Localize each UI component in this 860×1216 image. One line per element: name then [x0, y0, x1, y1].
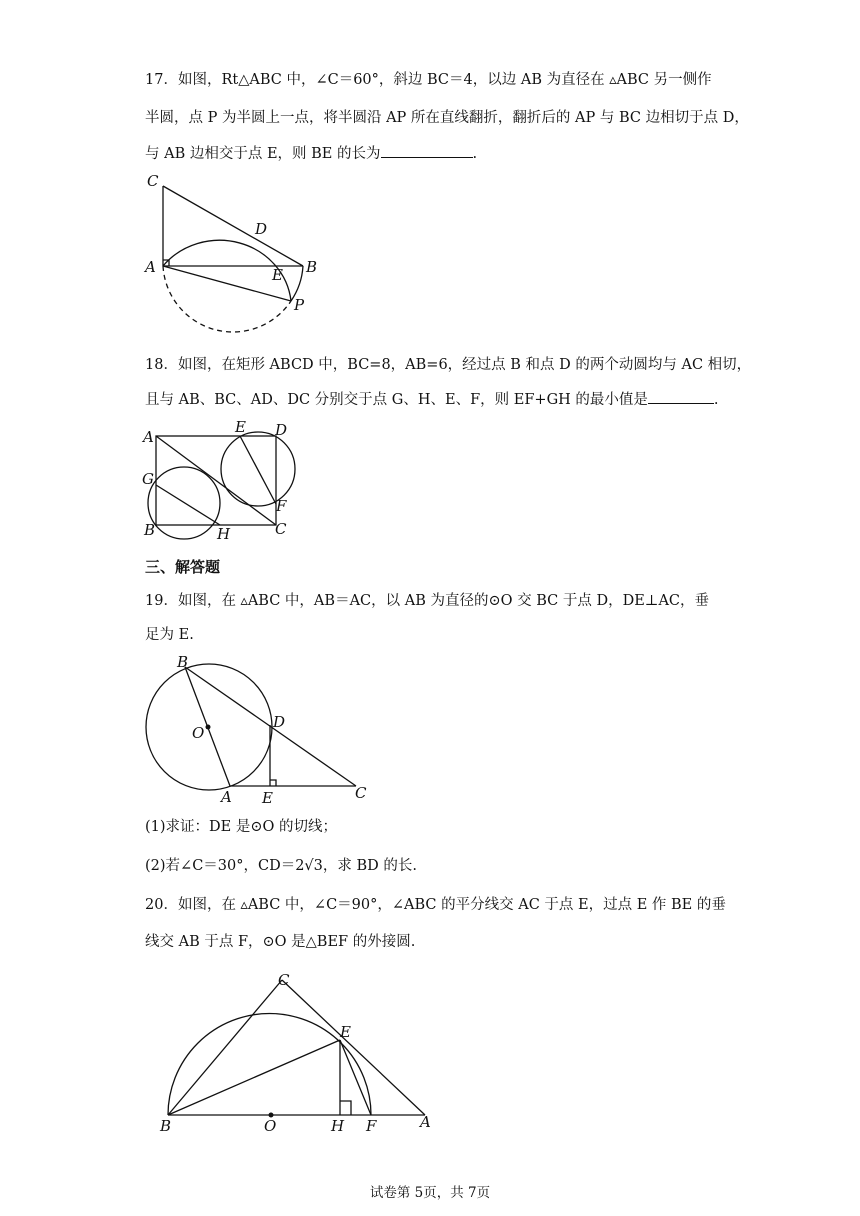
q17-text-line-3-end: . [472, 146, 478, 162]
q19-label-e: E [262, 789, 273, 807]
q20-label-a: A [420, 1113, 431, 1131]
q17-label-a: A [145, 258, 156, 276]
q18-text-line-2-end: . [713, 392, 719, 408]
q18-figure [140, 418, 310, 540]
q18-text-line-2 [145, 389, 719, 410]
q19-label-c: C [355, 784, 367, 802]
q17-label-d: D [255, 220, 268, 238]
q19-label-d: D [273, 713, 286, 731]
q20-segment-ca [282, 980, 425, 1115]
q17-text-line-1: 17．如图，Rt△ABC 中，∠C＝60°，斜边 BC＝4，以边 AB 为直径在 ▵ABC 另一侧作 [145, 72, 712, 88]
q17-answer-blank [381, 143, 473, 158]
q17-text-line-2: 半圆，点 P 为半圆上一点，将半圆沿 AP 所在直线翻折，翻折后的 AP 与 BC 边相切于点 D， [145, 110, 749, 126]
page-footer: 试卷第 5页，共 7页 [369, 1185, 491, 1201]
q20-text-line-2: 线交 AB 于点 F，⊙O 是△BEF 的外接圆. [145, 934, 416, 950]
q20-text-line-1: 20．如图，在 ▵ABC 中，∠C＝90°，∠ABC 的平分线交 AC 于点 E，过点 E 作 BE 的垂 [145, 897, 726, 913]
q17-label-b: B [306, 258, 318, 276]
q20-label-h: H [331, 1117, 345, 1135]
q17-text-line-3 [145, 143, 477, 164]
q17-figure [140, 170, 340, 342]
q20-label-c: C [278, 971, 290, 989]
q19-part-2: (2)若∠C＝30°，CD＝2√3，求 BD 的长. [145, 858, 418, 874]
q17-text-line-3-body: 与 AB 边相交于点 E，则 BE 的长为 [145, 146, 381, 162]
q17-label-c: C [147, 172, 159, 190]
q18-label-f: F [276, 497, 287, 515]
q20-segment-bc [168, 980, 282, 1115]
q17-label-p: P [294, 296, 305, 314]
q20-segment-be [168, 1040, 340, 1115]
q18-text-line-1: 18．如图，在矩形 ABCD 中，BC=8，AB=6，经过点 B 和点 D 的两个动圆均与 AC 相切， [145, 357, 752, 373]
q18-label-h: H [217, 525, 231, 540]
q20-label-o: O [264, 1117, 277, 1135]
q19-label-o: O [192, 724, 205, 742]
q18-diagonal-ac [156, 436, 276, 525]
q18-label-b: B [144, 521, 156, 539]
q19-text-line-1: 19．如图，在 ▵ABC 中，AB＝AC，以 AB 为直径的⊙O 交 BC 于点 D，DE⊥AC，垂 [145, 593, 710, 609]
q20-figure [150, 965, 450, 1135]
q20-label-f: F [366, 1117, 377, 1135]
q19-text-line-2: 足为 E. [145, 627, 194, 643]
q19-label-b: B [177, 653, 189, 671]
q18-label-c: C [275, 520, 287, 538]
q20-segment-ef [340, 1040, 371, 1115]
q19-label-a: A [221, 788, 232, 806]
q17-segment-cb [163, 186, 303, 266]
q18-segment-gh [156, 485, 220, 525]
q18-label-d: D [275, 421, 288, 439]
q18-label-g: G [142, 470, 154, 488]
q20-label-b: B [160, 1117, 172, 1135]
q19-center-dot [206, 725, 211, 730]
q20-label-e: E [340, 1023, 351, 1041]
q20-right-angle-mark [340, 1101, 351, 1115]
q18-label-a: A [143, 428, 154, 446]
q17-label-e: E [272, 266, 283, 284]
q18-segment-ef [240, 436, 276, 504]
q19-figure [140, 650, 380, 810]
q19-part-1: (1)求证：DE 是⊙O 的切线； [145, 819, 338, 835]
section-heading: 三、解答题 [145, 558, 221, 576]
q18-label-e: E [235, 418, 246, 436]
q18-answer-blank [648, 389, 714, 404]
q19-right-angle-mark [270, 780, 276, 786]
q18-text-line-2-body: 且与 AB、BC、AD、DC 分别交于点 G、H、E、F，则 EF+GH 的最小值是 [145, 392, 648, 408]
